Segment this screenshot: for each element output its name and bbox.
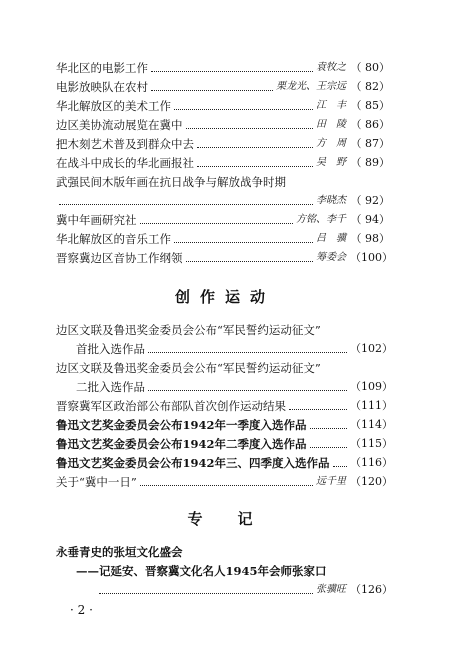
entry-title: 晋察冀边区音协工作纲领 [56,251,183,265]
toc-entry [56,231,390,247]
toc-entry [56,322,390,338]
entry-title: 电影放映队在农村 [56,80,148,94]
entry-title: 关于“冀中一日” [56,475,137,489]
leader-dots [99,593,313,594]
entry-page: （111） [350,399,393,412]
entry-page: （115） [350,437,393,450]
toc-entry [56,117,390,133]
leader-dots [289,409,347,410]
entry-title: 华北区的电影工作 [56,61,148,75]
entry-author: 田 陵 [316,119,346,130]
entry-page: （126） [350,583,393,596]
entry-page: （116） [350,456,393,469]
leader-dots [197,166,313,167]
entry-page: （100） [350,251,393,264]
toc-entry [56,250,393,266]
entry-page: （ 85） [350,99,390,112]
entry-title: 鲁迅文艺奖金委员会公布1942年二季度入选作品 [56,437,307,451]
entry-title: 边区文联及鲁迅奖金委员会公布“军民誓约运动征文” [56,323,321,337]
page-number: · 2 · [70,603,93,617]
entry-author: 吕 骥 [316,233,346,244]
entry-page: （ 94） [350,213,390,226]
toc-entry [56,455,393,471]
entry-author: 李晓杰 [316,195,346,206]
entry-title: 华北解放区的美术工作 [56,99,171,113]
toc-entry [56,436,393,452]
toc-entry [56,360,390,376]
entry-page: （ 92） [350,194,390,207]
toc-entry [56,398,393,414]
entry-page: （120） [350,475,393,488]
toc-entry [56,212,390,228]
leader-dots [140,485,313,486]
toc-entry-continued: 首批入选作品 （102） [76,342,393,356]
entry-title: 冀中年画研究社 [56,213,137,227]
toc-entry-continued [96,582,393,598]
leader-dots [140,223,294,224]
entry-author: 江 丰 [316,100,346,111]
entry-author: 张骥旺 [316,584,346,595]
leader-dots [174,242,313,243]
leader-dots [333,466,347,467]
leader-dots [151,90,273,91]
section-heading-special: 专 记 [187,510,263,528]
leader-dots [59,204,313,205]
entry-page: （ 98） [350,232,390,245]
entry-author: 吴 野 [316,157,346,168]
toc-entry [56,155,390,171]
leader-dots [310,447,347,448]
entry-author: 方 周 [316,138,346,149]
entry-page: （ 80） [350,61,390,74]
entry-page: （ 82） [350,80,390,93]
toc-entry [56,174,390,190]
entry-page: （109） [350,380,393,393]
toc-entry-continued [56,193,390,209]
entry-title: 在战斗中成长的华北画报社 [56,156,194,170]
toc-entry [56,79,390,95]
toc-entry-continued: 二批入选作品 （109） [76,380,393,394]
entry-title: 边区文联及鲁迅奖金委员会公布“军民誓约运动征文” [56,361,321,375]
entry-title: 晋察冀军区政治部公布部队首次创作运动结果 [56,399,286,413]
toc-entry [56,136,390,152]
entry-title: 把木刻艺术普及到群众中去 [56,137,194,151]
leader-dots [197,147,313,148]
entry-author: 筹委会 [316,252,346,263]
leader-dots [148,352,347,353]
toc-entry [56,98,390,114]
entry-author: 袁牧之 [316,62,346,73]
entry-title: 华北解放区的音乐工作 [56,232,171,246]
entry-title: 边区美协流动展览在冀中 [56,118,183,132]
section-heading-creation: 创作运动 [174,288,275,306]
entry-title: 武强民间木版年画在抗日战争与解放战争时期 [56,175,286,189]
toc-entry [56,474,393,490]
entry-author: 栗龙光、王宗远 [276,81,346,92]
entry-page: （ 86） [350,118,390,131]
toc-entry-subtitle: ——记延安、晋察冀文化名人1945年会师张家口 [76,564,327,578]
entry-title: 鲁迅文艺奖金委员会公布1942年三、四季度入选作品 [56,456,330,470]
leader-dots [186,261,314,262]
toc-entry [56,417,393,433]
entry-title: 永垂青史的张垣文化盛会 [56,545,183,559]
leader-dots [148,390,347,391]
toc-entry [56,544,390,560]
entry-page: （ 87） [350,137,390,150]
leader-dots [310,428,347,429]
leader-dots [174,109,313,110]
entry-title: 鲁迅文艺奖金委员会公布1942年一季度入选作品 [56,418,307,432]
leader-dots [186,128,314,129]
entry-page: （102） [350,342,393,355]
leader-dots [151,71,313,72]
entry-page: （114） [350,418,393,431]
entry-author: 方铭、李千 [296,214,346,225]
entry-page: （ 89） [350,156,390,169]
entry-author: 远千里 [316,476,346,487]
toc-entry [56,60,390,76]
